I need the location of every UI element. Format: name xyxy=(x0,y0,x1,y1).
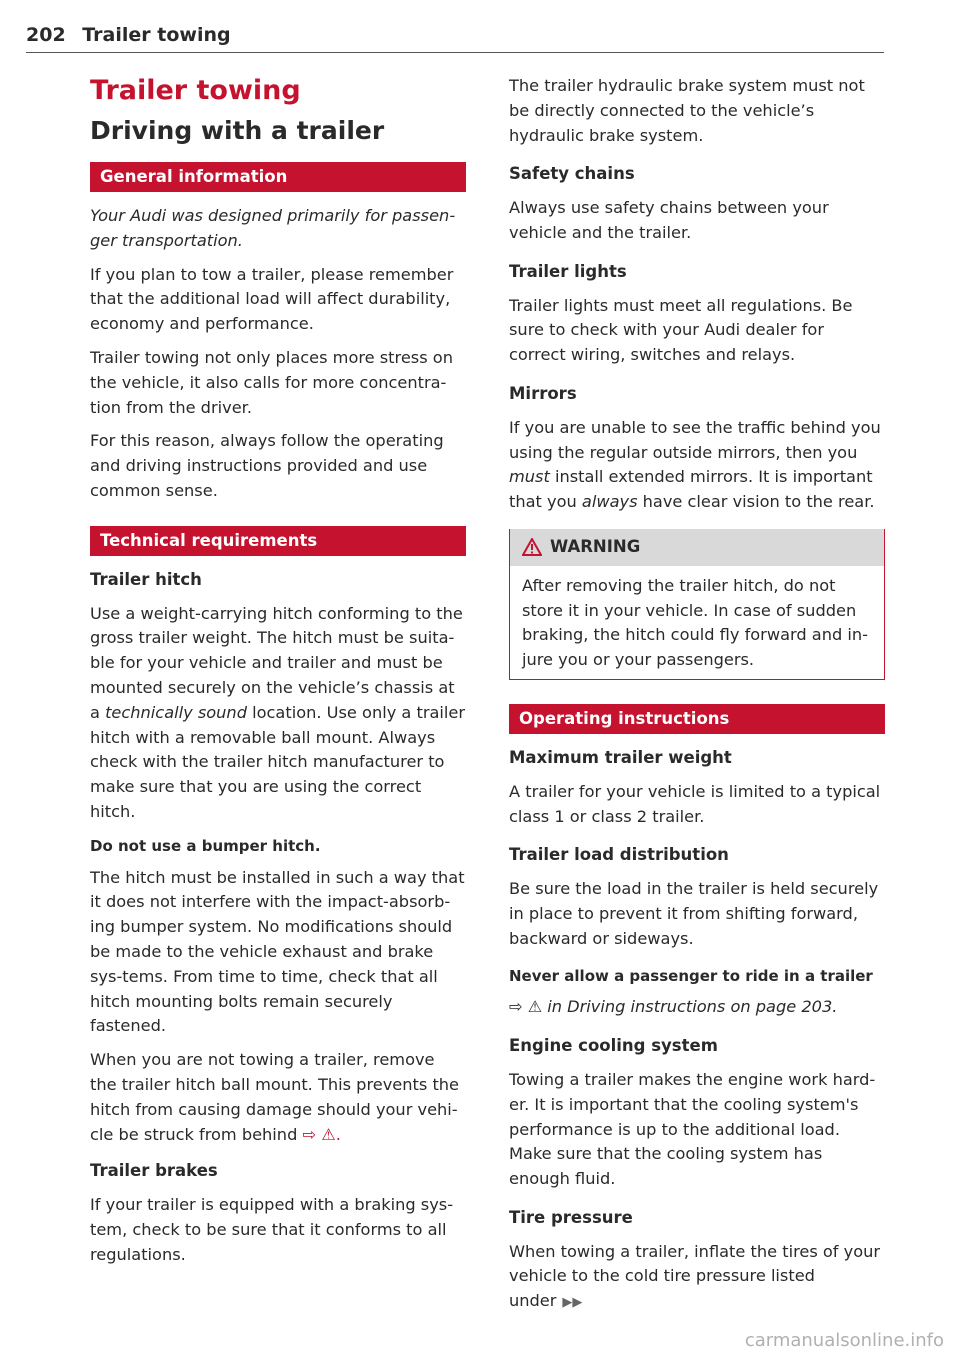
paragraph-with-ref xyxy=(90,1048,466,1147)
trailer-brakes-heading: Trailer brakes xyxy=(90,1161,218,1181)
italic-text: technically sound xyxy=(105,702,247,722)
warning-title: WARNING xyxy=(550,536,641,556)
trailer-hitch-text xyxy=(90,602,466,825)
safety-chains-heading: Safety chains xyxy=(509,164,635,184)
page-title: Trailer towing xyxy=(90,75,301,106)
page-number: 202 xyxy=(26,24,66,46)
warning-text: After removing the trailer hitch, do not store it in your vehicle. In case of sudden braking, the hitch could fly forward and in-jure you or your passengers. xyxy=(522,575,868,670)
text-run: location. Use only a trailer hitch with a removable ball mount. Always check with the trailer hitch manufacturer to make sure that you are using the correct hitch. xyxy=(90,702,466,821)
paragraph: The trailer hydraulic brake system must not be directly connected to the vehicle’s hydraulic brake system. xyxy=(509,76,865,145)
italic-text: must xyxy=(509,467,550,487)
mirrors-text xyxy=(509,416,885,515)
general-information-bar: General information xyxy=(90,162,466,192)
left-column xyxy=(90,74,466,1276)
text-run: When towing a trailer, inflate the tires of your vehicle to the cold tire pressure listed under xyxy=(509,1241,881,1311)
paragraph: Towing a trailer makes the engine work hard-er. It is important that the cooling system's performance is up to the additional load. Make sure that the cooling system has enough fluid. xyxy=(509,1069,876,1189)
technical-requirements-bar: Technical requirements xyxy=(90,526,466,556)
paragraph: Trailer lights must meet all regulations. Be sure to check with your Audi dealer for correct wiring, switches and relays. xyxy=(509,295,853,365)
engine-cooling-heading: Engine cooling system xyxy=(509,1036,718,1056)
bumper-hitch-heading: Do not use a bumper hitch. xyxy=(90,836,321,855)
paragraph: A trailer for your vehicle is limited to a typical class 1 or class 2 trailer. xyxy=(509,781,881,826)
mirrors-heading: Mirrors xyxy=(509,383,577,403)
trailer-hitch-heading: Trailer hitch xyxy=(90,569,202,589)
italic-text: always xyxy=(581,492,638,512)
paragraph: Be sure the load in the trailer is held securely in place to prevent it from shifting forward, backward or sideways. xyxy=(509,879,879,948)
paragraph: Trailer towing not only places more stress on the vehicle, it also calls for more concentra-tion from the driver. xyxy=(90,347,453,417)
warning-reference-link[interactable]: ⇨ ⚠. xyxy=(302,1124,341,1144)
header-rule xyxy=(26,52,884,53)
text-run: Use a weight-carrying hitch conforming to the gross trailer weight. The hitch must be suita-ble for your vehicle and trailer and must be mounted securely on the vehicle’s chassis at a xyxy=(90,603,463,722)
paragraph: For this reason, always follow the operating and driving instructions provided and use common sense. xyxy=(90,431,444,500)
operating-instructions-bar: Operating instructions xyxy=(509,704,885,734)
paragraph: Always use safety chains between your vehicle and the trailer. xyxy=(509,198,829,242)
text-run: have clear vision to the rear. xyxy=(637,492,875,512)
intro-text: Your Audi was designed primarily for passen-ger transportation. xyxy=(90,206,456,250)
right-column xyxy=(509,74,885,1325)
continue-arrow-icon: ▶▶ xyxy=(562,1295,583,1311)
warning-header xyxy=(510,529,884,566)
watermark: carmanualsonline.info xyxy=(744,1330,944,1351)
text-run: When you are not towing a trailer, remove the trailer hitch ball mount. This prevents the hitch from causing damage should your vehi-cle be struck from behind xyxy=(90,1050,460,1144)
paragraph: If your trailer is equipped with a braking sys-tem, check to be sure that it conforms to all regulations. xyxy=(90,1195,454,1264)
tire-pressure-heading: Tire pressure xyxy=(509,1207,633,1227)
tire-pressure-text xyxy=(509,1240,885,1316)
maximum-trailer-weight-heading: Maximum trailer weight xyxy=(509,747,732,767)
trailer-lights-heading: Trailer lights xyxy=(509,261,627,281)
page-subtitle: Driving with a trailer xyxy=(90,116,385,145)
section-title: Trailer towing xyxy=(82,24,231,46)
running-header xyxy=(26,24,231,46)
trailer-load-distribution-heading: Trailer load distribution xyxy=(509,845,729,865)
warning-triangle-icon xyxy=(522,538,542,556)
driving-instructions-reference-link[interactable]: ⇨ ⚠ in Driving instructions on page 203. xyxy=(509,997,838,1017)
paragraph: If you plan to tow a trailer, please remember that the additional load will affect durability, economy and performance. xyxy=(90,264,454,334)
text-run: install extended mirrors. It is important that you xyxy=(509,467,873,512)
paragraph: The hitch must be installed in such a way that it does not interfere with the impact-absorb-ing bumper system. No modifications should be made to the vehicle exhaust and brake sys-tems. From time to time, check that all hitch mounting bolts remain securely fastened. xyxy=(90,867,465,1036)
never-allow-passenger-heading: Never allow a passenger to ride in a trailer xyxy=(509,966,873,985)
warning-box xyxy=(509,529,885,680)
text-run: If you are unable to see the traffic behind you using the regular outside mirrors, then you xyxy=(509,417,881,462)
